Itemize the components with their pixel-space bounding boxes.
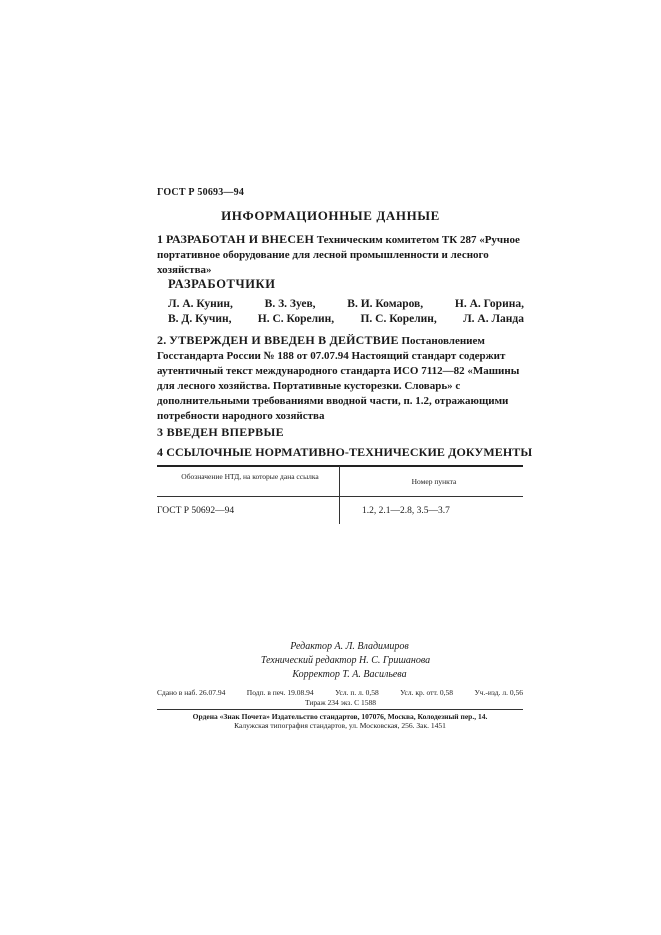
imprint-part: Усл. кр. отт. 0,58 [400,688,454,697]
developer-name: Л. А. Кунин, [168,298,233,310]
section-first-introduced: 3 ВВЕДЕН ВПЕРВЫЕ [157,425,284,439]
imprint-part: Подп. в печ. 19.08.94 [246,688,314,697]
developer-name: В. З. Зуев, [264,298,316,310]
page-title: ИНФОРМАЦИОННЫЕ ДАННЫЕ [221,208,440,223]
developer-name: В. Д. Кучин, [168,313,232,325]
credit-technical-editor [0,654,661,669]
developer-name: Н. А. Горина, [454,298,524,310]
printer-line: Калужская типография стандартов, ул. Московская, 256. Зак. 1451 [234,721,446,730]
table-header-rule [157,496,523,497]
developer-name: Л. А. Ланда [463,313,524,325]
section-text: Постановлением Госстандарта России № 188 от 07.07.94 Настоящий стандарт содержит аутентичный текст международного стандарта ИСО 7112—82 «Машины для лесного хозяйства. Портативные кусторезки. Словарь» с дополнительными требованиями вводной части, п. 1.2, отражающими потребности народного хозяйства [157,335,520,422]
section-caption: РАЗРАБОТАН И ВНЕСЕН [165,232,314,246]
table-header-document: Обозначение НТД, на которые дана ссылка [181,472,319,481]
credit-editor [0,640,661,655]
developers-list [168,297,524,327]
credit-role: Редактор [290,641,332,652]
developers-heading: РАЗРАБОТЧИКИ [168,277,276,291]
credit-role: Технический редактор [260,655,357,666]
credit-name: Т. А. Васильева [342,669,407,680]
credit-proofreader [0,668,661,683]
credit-name: Н. С. Гришанова [359,655,431,666]
table-cell-document: ГОСТ Р 50692—94 [157,506,235,516]
developers-line [168,312,524,327]
imprint-part: Уч.-изд. л. 0,56 [474,688,523,697]
imprint-rule [157,709,523,710]
developer-name: П. С. Корелин, [360,313,437,325]
imprint-part: Сдано в наб. 26.07.94 [157,688,226,697]
developer-name: В. И. Комаров, [347,298,424,310]
table-column-divider [339,466,340,524]
imprint-print-run: Тираж 234 экз. С 1588 [304,698,377,707]
section-developed-by [157,232,523,278]
developer-name: Н. С. Корелин, [257,313,335,325]
imprint-line [157,688,523,697]
developers-line [168,297,524,312]
section-reference-documents: 4 ССЫЛОЧНЫЕ НОРМАТИВНО-ТЕХНИЧЕСКИЕ ДОКУМЕНТЫ [157,445,533,459]
section-caption: УТВЕРЖДЕН И ВВЕДЕН В ДЕЙСТВИЕ [169,333,399,347]
imprint-part: Усл. п. л. 0,58 [335,688,379,697]
table-top-rule [157,465,523,467]
section-number: 2. [157,333,167,347]
document-code: ГОСТ Р 50693—94 [157,187,245,198]
section-approved [157,333,523,424]
credit-role: Корректор [292,669,340,680]
section-text: Техническим комитетом ТК 287 «Ручное портативное оборудование для лесной промышленности и лесного хозяйства» [157,234,520,276]
table-header-clause: Номер пункта [411,477,457,486]
publisher-line: Ордена «Знак Почета» Издательство стандартов, 107076, Москва, Колодезный пер., 14. [192,712,488,721]
section-number: 1 [157,232,164,246]
credit-name: А. Л. Владимиров [334,641,409,652]
table-cell-clause: 1.2, 2.1—2.8, 3.5—3.7 [362,506,450,516]
